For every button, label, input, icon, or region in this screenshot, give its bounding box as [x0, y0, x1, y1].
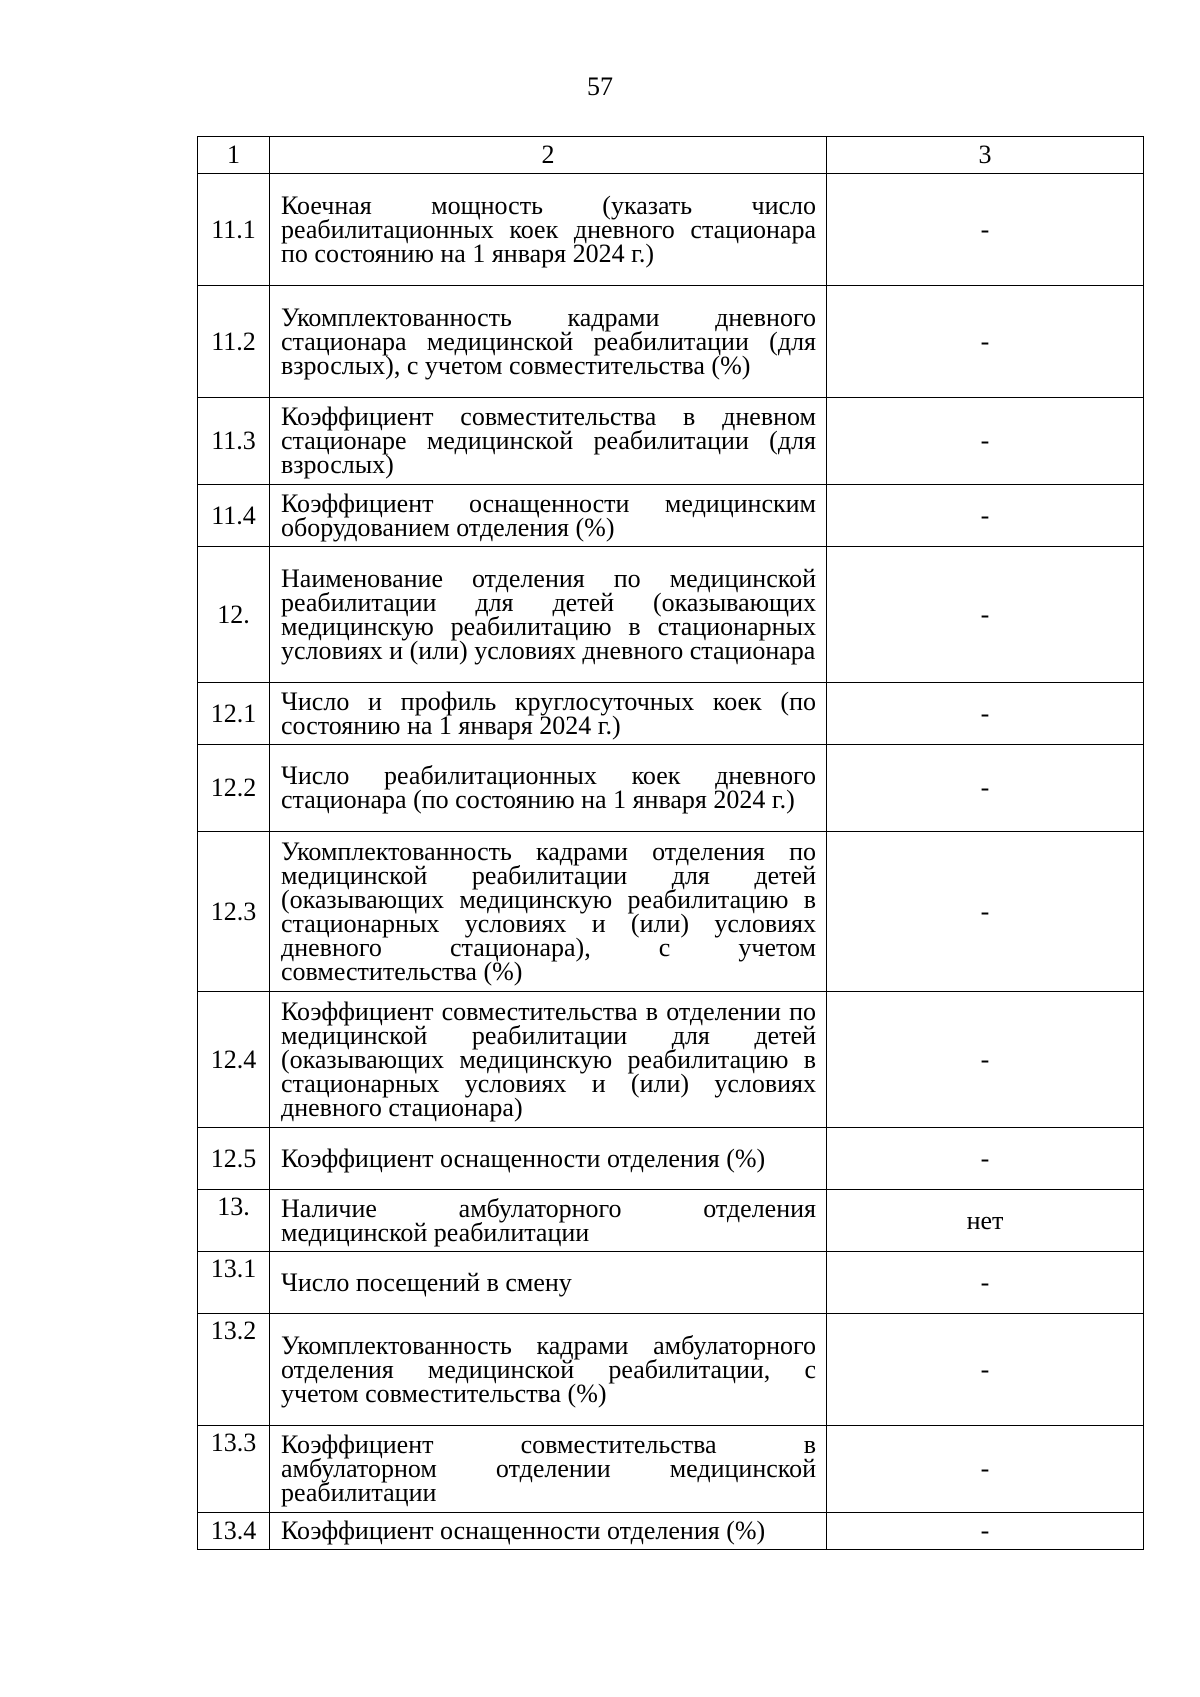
table-header-row [198, 137, 1144, 174]
row-number: 12.4 [198, 992, 270, 1128]
row-description: Число посещений в смену [270, 1252, 827, 1314]
row-value: - [827, 174, 1144, 286]
row-number: 13.2 [198, 1314, 270, 1426]
row-value: - [827, 547, 1144, 683]
table-row [198, 286, 1144, 398]
row-value: - [827, 485, 1144, 547]
row-value: - [827, 1513, 1144, 1550]
row-description: Коэффициент оснащенности отделения (%) [270, 1128, 827, 1190]
table-row [198, 1513, 1144, 1550]
row-description: Коэффициент совместительства в амбулаторном отделении медицинской реабилитации [270, 1426, 827, 1513]
row-description: Число и профиль круглосуточных коек (по состоянию на 1 января 2024 г.) [270, 683, 827, 745]
row-value: - [827, 1252, 1144, 1314]
row-description: Число реабилитационных коек дневного стационара (по состоянию на 1 января 2024 г.) [270, 745, 827, 832]
row-description: Наличие амбулаторного отделения медицинской реабилитации [270, 1190, 827, 1252]
row-number: 11.3 [198, 398, 270, 485]
table-row [198, 832, 1144, 992]
table-row [198, 745, 1144, 832]
row-value: - [827, 832, 1144, 992]
row-description: Коэффициент оснащенности отделения (%) [270, 1513, 827, 1550]
row-description: Наименование отделения по медицинской реабилитации для детей (оказывающих медицинскую реабилитацию в стационарных условиях и (или) условиях дневного стационара [270, 547, 827, 683]
row-value: - [827, 1128, 1144, 1190]
indicators-table [197, 136, 1144, 1550]
row-value: - [827, 745, 1144, 832]
row-number: 11.4 [198, 485, 270, 547]
table-row [198, 1426, 1144, 1513]
row-number: 12.5 [198, 1128, 270, 1190]
row-description: Коэффициент совместительства в отделении по медицинской реабилитации для детей (оказывающих медицинскую реабилитацию в стационарных условиях и (или) условиях дневного стационара) [270, 992, 827, 1128]
row-number: 12.2 [198, 745, 270, 832]
header-cell-3: 3 [827, 137, 1144, 174]
table-row [198, 1252, 1144, 1314]
row-description: Укомплектованность кадрами дневного стационара медицинской реабилитации (для взрослых), с учетом совместительства (%) [270, 286, 827, 398]
row-value: - [827, 1426, 1144, 1513]
row-description: Укомплектованность кадрами амбулаторного отделения медицинской реабилитации, с учетом совместительства (%) [270, 1314, 827, 1426]
header-cell-2: 2 [270, 137, 827, 174]
row-number: 13.1 [198, 1252, 270, 1314]
table-row [198, 174, 1144, 286]
row-description: Коэффициент совместительства в дневном стационаре медицинской реабилитации (для взрослых) [270, 398, 827, 485]
table-row [198, 485, 1144, 547]
row-number: 13.4 [198, 1513, 270, 1550]
table-row [198, 1314, 1144, 1426]
table-row [198, 1190, 1144, 1252]
row-description: Коечная мощность (указать число реабилитационных коек дневного стационара по состоянию на 1 января 2024 г.) [270, 174, 827, 286]
page-number: 57 [587, 72, 613, 101]
row-number: 12.1 [198, 683, 270, 745]
row-number: 13. [198, 1190, 270, 1252]
table-row [198, 1128, 1144, 1190]
table-row [198, 683, 1144, 745]
table-row [198, 398, 1144, 485]
row-number: 12.3 [198, 832, 270, 992]
row-description: Укомплектованность кадрами отделения по медицинской реабилитации для детей (оказывающих медицинскую реабилитацию в стационарных условиях и (или) условиях дневного стационара), с учетом совместительства (%) [270, 832, 827, 992]
row-value: - [827, 992, 1144, 1128]
row-number: 12. [198, 547, 270, 683]
row-value: - [827, 683, 1144, 745]
row-value: нет [827, 1190, 1144, 1252]
row-number: 13.3 [198, 1426, 270, 1513]
row-value: - [827, 286, 1144, 398]
row-value: - [827, 398, 1144, 485]
row-number: 11.2 [198, 286, 270, 398]
table-row [198, 547, 1144, 683]
row-description: Коэффициент оснащенности медицинским оборудованием отделения (%) [270, 485, 827, 547]
header-cell-1: 1 [198, 137, 270, 174]
row-value: - [827, 1314, 1144, 1426]
table-row [198, 992, 1144, 1128]
row-number: 11.1 [198, 174, 270, 286]
